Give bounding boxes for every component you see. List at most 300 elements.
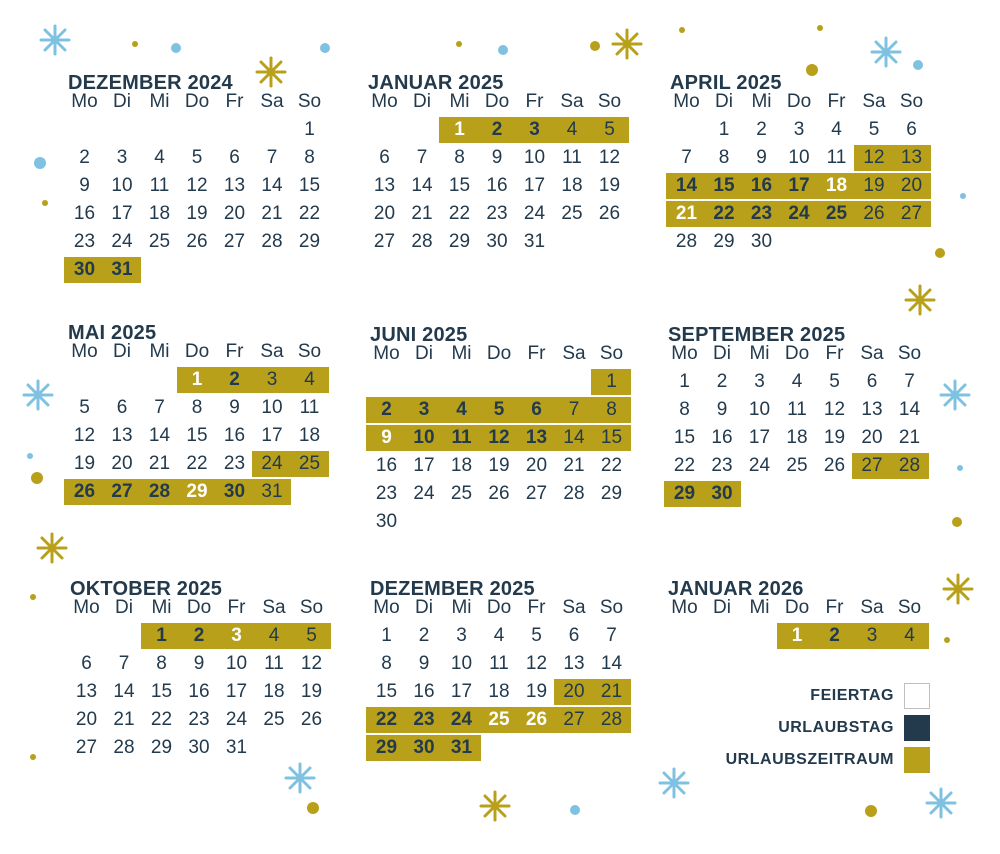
weekday-header: Mo [71, 91, 98, 112]
weekday-header: Do [184, 341, 210, 362]
day-cell: 29 [186, 481, 208, 502]
day-cell: 21 [600, 681, 623, 702]
day-cell: 19 [598, 175, 621, 196]
day-cell: 21 [563, 455, 585, 476]
day-cell: 15 [186, 425, 208, 446]
day-cell: 15 [375, 681, 398, 702]
day-cell: 4 [268, 625, 280, 646]
day-cell: 6 [81, 653, 92, 674]
weekday-header: Mo [373, 343, 400, 364]
weekday-header: Do [786, 91, 812, 112]
weekday-header: Mo [673, 91, 700, 112]
day-cell: 16 [223, 425, 246, 446]
day-cell: 13 [861, 399, 883, 420]
day-cell: 26 [863, 203, 885, 224]
day-cell: 14 [148, 425, 171, 446]
legend [680, 680, 930, 780]
weekday-header: Do [486, 597, 512, 618]
day-cell: 5 [868, 119, 880, 140]
day-cell: 3 [116, 147, 128, 168]
weekday-header: Do [784, 597, 810, 618]
weekday-header: Sa [262, 597, 286, 618]
day-cell: 16 [750, 175, 773, 196]
day-cell: 11 [787, 399, 807, 420]
weekday-header: Mi [149, 91, 170, 112]
day-cell: 6 [116, 397, 128, 418]
weekday-header: Sa [260, 91, 284, 112]
day-cell: 12 [73, 425, 96, 446]
legend-item-urlaubszeitraum [726, 746, 930, 774]
day-cell: 14 [675, 175, 698, 196]
day-cell: 16 [711, 427, 733, 448]
day-cell: 5 [531, 625, 542, 646]
day-cell: 7 [681, 147, 692, 168]
day-cell: 22 [298, 203, 321, 224]
weekday-header: So [897, 597, 922, 618]
weekday-header: Fr [525, 91, 544, 112]
day-cell: 14 [600, 653, 623, 674]
month-title: OKTOBER 2025 [70, 578, 223, 600]
weekday-header: Mi [451, 343, 472, 364]
day-cell: 2 [79, 147, 90, 168]
day-cell: 1 [381, 625, 392, 646]
day-cell: 20 [861, 427, 883, 448]
day-cell: 20 [900, 175, 923, 196]
weekday-header: Mi [749, 597, 770, 618]
day-cell: 7 [416, 147, 428, 168]
day-cell: 17 [413, 455, 435, 476]
weekday-header: Mi [151, 597, 172, 618]
day-cell: 19 [525, 681, 548, 702]
day-cell: 20 [75, 709, 98, 730]
month-title: JANUAR 2026 [668, 578, 804, 600]
day-cell: 7 [606, 625, 617, 646]
weekday-header: Sa [560, 91, 584, 112]
weekday-header: Sa [562, 343, 586, 364]
weekday-header: Do [186, 597, 212, 618]
day-cell: 12 [488, 427, 510, 448]
weekday-header: So [299, 597, 324, 618]
day-cell: 29 [298, 231, 321, 252]
weekday-header: So [297, 341, 322, 362]
day-cell: 23 [711, 455, 733, 476]
day-cell: 3 [231, 625, 242, 646]
day-cell: 9 [756, 147, 767, 168]
day-cell: 22 [375, 709, 398, 730]
day-cell: 18 [561, 175, 583, 196]
day-cell: 21 [898, 427, 921, 448]
weekday-header: Fr [225, 341, 244, 362]
day-cell: 29 [600, 483, 623, 504]
day-cell: 20 [373, 203, 396, 224]
legend-swatch-white [904, 683, 930, 709]
day-cell: 24 [111, 231, 133, 252]
day-cell: 24 [261, 453, 283, 474]
day-cell: 29 [713, 231, 735, 252]
day-cell: 5 [79, 397, 90, 418]
weekday-header: Fr [527, 597, 546, 618]
month-title: APRIL 2025 [670, 72, 782, 94]
day-cell: 9 [381, 427, 392, 448]
day-cell: 22 [673, 455, 696, 476]
day-cell: 16 [486, 175, 508, 196]
day-cell: 8 [304, 147, 315, 168]
weekday-header: Sa [862, 91, 886, 112]
day-cell: 28 [411, 231, 433, 252]
day-cell: 10 [523, 147, 546, 168]
weekday-header: So [599, 343, 624, 364]
weekday-header: Mi [751, 91, 772, 112]
day-cell: 21 [411, 203, 433, 224]
day-cell: 11 [451, 427, 472, 448]
day-cell: 28 [600, 709, 623, 730]
day-cell: 5 [604, 119, 615, 140]
day-cell: 30 [73, 259, 96, 280]
day-cell: 12 [598, 147, 621, 168]
legend-swatch-gold [904, 747, 930, 773]
day-cell: 24 [450, 709, 473, 730]
day-cell: 28 [261, 231, 283, 252]
day-cell: 30 [223, 481, 246, 502]
day-cell: 12 [823, 399, 846, 420]
day-cell: 30 [711, 483, 733, 504]
day-cell: 15 [150, 681, 173, 702]
day-cell: 17 [748, 427, 771, 448]
day-cell: 7 [118, 653, 130, 674]
day-cell: 10 [788, 147, 810, 168]
weekday-header: Fr [825, 343, 844, 364]
day-cell: 4 [304, 369, 315, 390]
day-cell: 1 [304, 119, 315, 140]
day-cell: 9 [716, 399, 728, 420]
weekday-header: So [297, 91, 322, 112]
day-cell: 16 [375, 455, 398, 476]
day-cell: 3 [793, 119, 805, 140]
day-cell: 25 [488, 709, 510, 730]
day-cell: 7 [154, 397, 165, 418]
weekday-header: Di [715, 91, 733, 112]
day-cell: 12 [525, 653, 548, 674]
day-cell: 30 [750, 231, 773, 252]
day-cell: 4 [566, 119, 578, 140]
day-cell: 25 [786, 455, 808, 476]
day-cell: 18 [488, 681, 510, 702]
day-cell: 19 [186, 203, 208, 224]
day-cell: 5 [493, 399, 505, 420]
day-cell: 6 [866, 371, 878, 392]
day-cell: 20 [525, 455, 548, 476]
day-cell: 13 [900, 147, 923, 168]
day-cell: 2 [829, 625, 840, 646]
day-cell: 10 [748, 399, 771, 420]
day-cell: 24 [413, 483, 435, 504]
weekday-header: Di [415, 597, 433, 618]
day-cell: 1 [454, 119, 465, 140]
day-cell: 18 [298, 425, 321, 446]
weekday-header: Mo [671, 343, 698, 364]
month-title: DEZEMBER 2025 [370, 578, 535, 600]
day-cell: 21 [261, 203, 283, 224]
weekday-header: Fr [827, 91, 846, 112]
day-cell: 17 [450, 681, 473, 702]
day-cell: 2 [381, 399, 392, 420]
month-title: JUNI 2025 [370, 324, 468, 346]
day-cell: 15 [298, 175, 321, 196]
day-cell: 7 [904, 371, 915, 392]
weekday-header: Di [113, 91, 131, 112]
day-cell: 20 [223, 203, 246, 224]
weekday-header: Do [784, 343, 810, 364]
day-cell: 8 [454, 147, 465, 168]
day-cell: 2 [193, 625, 205, 646]
day-cell: 14 [411, 175, 433, 196]
weekday-header: Fr [227, 597, 246, 618]
day-cell: 23 [375, 483, 398, 504]
day-cell: 8 [381, 653, 392, 674]
weekday-header: Sa [260, 341, 284, 362]
day-cell: 23 [486, 203, 508, 224]
day-cell: 15 [600, 427, 623, 448]
weekday-header: Di [413, 91, 431, 112]
day-cell: 11 [562, 147, 582, 168]
month-title: SEPTEMBER 2025 [668, 324, 846, 346]
day-cell: 4 [154, 147, 165, 168]
day-cell: 25 [148, 231, 171, 252]
day-cell: 22 [448, 203, 471, 224]
day-cell: 11 [489, 653, 509, 674]
day-cell: 18 [786, 427, 808, 448]
weekday-header: Di [713, 343, 731, 364]
day-cell: 24 [225, 709, 248, 730]
day-cell: 5 [306, 625, 317, 646]
weekday-header: Fr [527, 343, 546, 364]
day-cell: 28 [148, 481, 171, 502]
day-cell: 29 [375, 737, 398, 758]
day-cell: 27 [111, 481, 133, 502]
day-cell: 5 [191, 147, 203, 168]
day-cell: 6 [531, 399, 542, 420]
day-cell: 29 [150, 737, 173, 758]
day-cell: 3 [418, 399, 430, 420]
day-cell: 13 [111, 425, 133, 446]
day-cell: 13 [525, 427, 548, 448]
day-cell: 23 [73, 231, 96, 252]
day-cell: 20 [563, 681, 585, 702]
day-cell: 11 [264, 653, 284, 674]
day-cell: 8 [606, 399, 617, 420]
day-cell: 13 [75, 681, 98, 702]
day-cell: 15 [673, 427, 696, 448]
day-cell: 4 [831, 119, 842, 140]
day-cell: 3 [456, 625, 467, 646]
day-cell: 29 [673, 483, 696, 504]
weekday-header: Sa [860, 343, 884, 364]
day-cell: 24 [523, 203, 546, 224]
day-cell: 21 [113, 709, 135, 730]
day-cell: 24 [788, 203, 810, 224]
day-cell: 10 [111, 175, 133, 196]
day-cell: 11 [826, 147, 847, 168]
weekday-header: So [897, 343, 922, 364]
day-cell: 7 [568, 399, 580, 420]
day-cell: 16 [188, 681, 210, 702]
day-cell: 23 [413, 709, 435, 730]
day-cell: 1 [191, 369, 203, 390]
month-title: JANUAR 2025 [368, 72, 504, 94]
day-cell: 19 [863, 175, 885, 196]
day-cell: 5 [829, 371, 840, 392]
day-cell: 9 [491, 147, 503, 168]
day-cell: 10 [450, 653, 473, 674]
day-cell: 10 [413, 427, 435, 448]
day-cell: 8 [156, 653, 167, 674]
weekday-header: Mo [373, 597, 400, 618]
legend-label: URLAUBSTAG [778, 719, 894, 736]
day-cell: 4 [493, 625, 505, 646]
legend-label: FEIERTAG [810, 687, 894, 704]
day-cell: 27 [373, 231, 396, 252]
day-cell: 2 [716, 371, 728, 392]
weekday-header: Do [486, 343, 512, 364]
day-cell: 14 [898, 399, 921, 420]
day-cell: 6 [379, 147, 390, 168]
day-cell: 22 [150, 709, 173, 730]
day-cell: 15 [448, 175, 471, 196]
day-cell: 28 [113, 737, 135, 758]
day-cell: 17 [225, 681, 248, 702]
day-cell: 1 [606, 371, 617, 392]
day-cell: 18 [263, 681, 285, 702]
day-cell: 21 [148, 453, 171, 474]
weekday-header: So [599, 597, 624, 618]
day-cell: 26 [598, 203, 621, 224]
day-cell: 25 [450, 483, 473, 504]
day-cell: 22 [713, 203, 735, 224]
day-cell: 4 [791, 371, 803, 392]
day-cell: 30 [188, 737, 210, 758]
day-cell: 27 [900, 203, 923, 224]
weekday-header: Sa [562, 597, 586, 618]
day-cell: 26 [488, 483, 510, 504]
weekday-header: So [899, 91, 924, 112]
day-cell: 23 [188, 709, 210, 730]
day-cell: 27 [861, 455, 883, 476]
day-cell: 27 [75, 737, 98, 758]
day-cell: 4 [456, 399, 467, 420]
day-cell: 26 [73, 481, 96, 502]
month-title: DEZEMBER 2024 [68, 72, 233, 94]
day-cell: 20 [111, 453, 133, 474]
day-cell: 8 [191, 397, 203, 418]
day-cell: 15 [713, 175, 735, 196]
day-cell: 31 [111, 259, 133, 280]
day-cell: 2 [418, 625, 430, 646]
day-cell: 16 [73, 203, 96, 224]
day-cell: 3 [754, 371, 765, 392]
weekday-header: Di [713, 597, 731, 618]
day-cell: 11 [149, 175, 170, 196]
day-cell: 17 [111, 203, 133, 224]
legend-swatch-navy [904, 715, 930, 741]
weekday-header: Do [184, 91, 210, 112]
weekday-header: Fr [225, 91, 244, 112]
day-cell: 2 [491, 119, 503, 140]
day-cell: 9 [229, 397, 240, 418]
day-cell: 2 [229, 369, 240, 390]
day-cell: 17 [523, 175, 546, 196]
day-cell: 3 [529, 119, 540, 140]
day-cell: 14 [563, 427, 585, 448]
day-cell: 19 [488, 455, 510, 476]
day-cell: 3 [866, 625, 878, 646]
weekday-header: Mi [451, 597, 472, 618]
day-cell: 14 [261, 175, 283, 196]
day-cell: 11 [299, 397, 320, 418]
weekday-header: Di [113, 341, 131, 362]
day-cell: 31 [523, 231, 546, 252]
day-cell: 26 [823, 455, 846, 476]
day-cell: 23 [223, 453, 246, 474]
weekday-header: Mo [71, 341, 98, 362]
weekday-header: Sa [860, 597, 884, 618]
weekday-header: Fr [825, 597, 844, 618]
weekday-header: Mi [449, 91, 470, 112]
day-cell: 18 [450, 455, 473, 476]
day-cell: 1 [156, 625, 167, 646]
day-cell: 19 [73, 453, 96, 474]
weekday-header: Mo [73, 597, 100, 618]
day-cell: 23 [750, 203, 773, 224]
day-cell: 22 [186, 453, 208, 474]
legend-item-urlaubstag [778, 714, 930, 742]
day-cell: 8 [718, 147, 730, 168]
weekday-header: Mi [149, 341, 170, 362]
day-cell: 18 [148, 203, 171, 224]
day-cell: 2 [756, 119, 767, 140]
day-cell: 31 [450, 737, 473, 758]
day-cell: 8 [679, 399, 690, 420]
day-cell: 12 [186, 175, 208, 196]
day-cell: 13 [563, 653, 585, 674]
day-cell: 25 [298, 453, 321, 474]
weekday-header: Di [415, 343, 433, 364]
day-cell: 1 [791, 625, 803, 646]
day-cell: 3 [266, 369, 278, 390]
day-cell: 19 [300, 681, 323, 702]
day-cell: 19 [823, 427, 846, 448]
day-cell: 31 [261, 481, 283, 502]
day-cell: 6 [229, 147, 240, 168]
day-cell: 13 [223, 175, 246, 196]
day-cell: 9 [418, 653, 430, 674]
day-cell: 18 [825, 175, 848, 196]
day-cell: 4 [904, 625, 915, 646]
day-cell: 22 [600, 455, 623, 476]
day-cell: 10 [225, 653, 248, 674]
day-cell: 28 [898, 455, 921, 476]
day-cell: 10 [261, 397, 283, 418]
weekday-header: Mo [671, 597, 698, 618]
day-cell: 9 [79, 175, 90, 196]
day-cell: 31 [225, 737, 248, 758]
day-cell: 1 [679, 371, 690, 392]
day-cell: 25 [263, 709, 285, 730]
day-cell: 26 [300, 709, 323, 730]
day-cell: 30 [413, 737, 435, 758]
day-cell: 27 [525, 483, 548, 504]
day-cell: 27 [223, 231, 246, 252]
day-cell: 17 [788, 175, 810, 196]
